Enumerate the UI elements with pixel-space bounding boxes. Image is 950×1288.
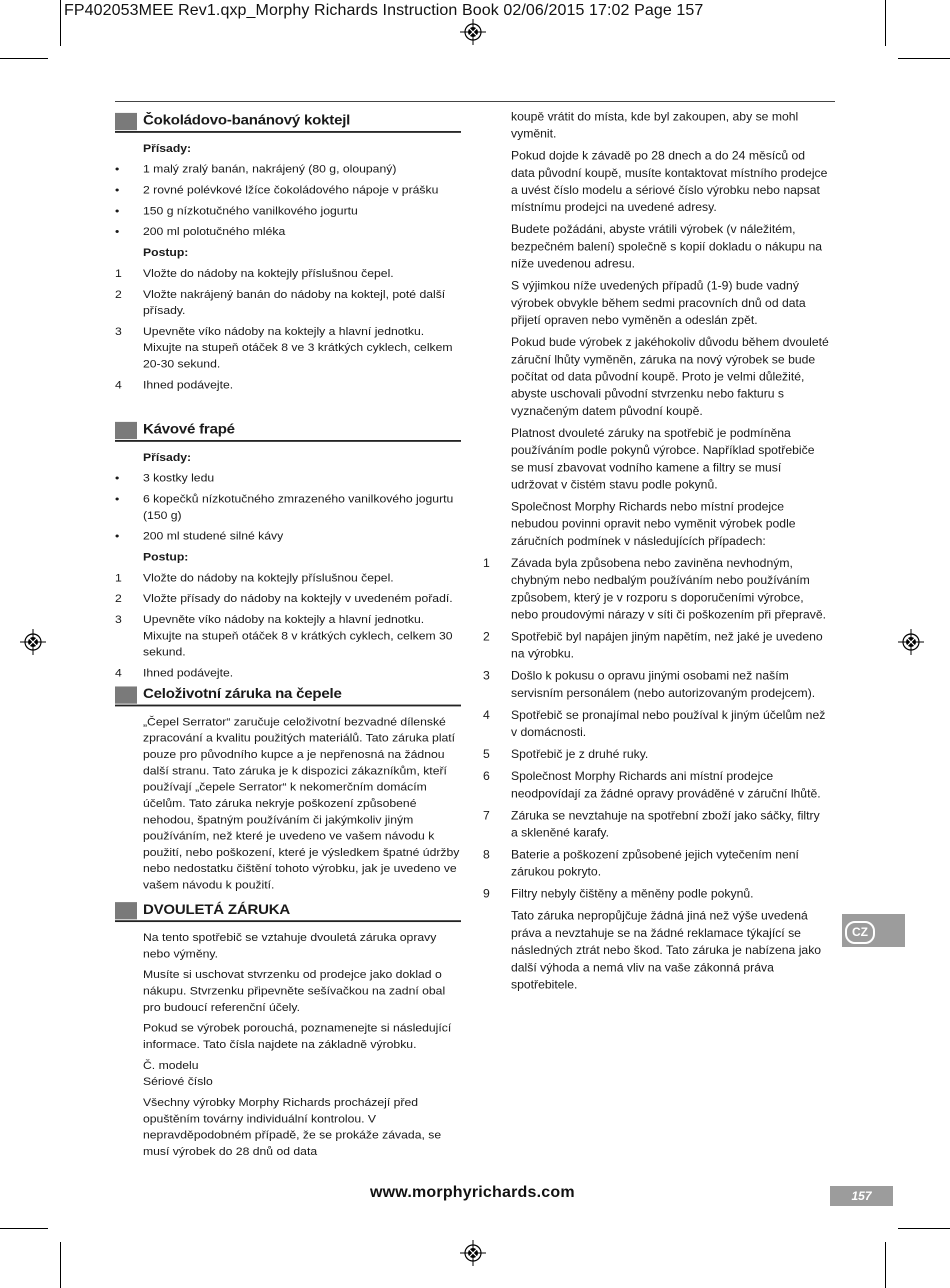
section-title: Čokoládovo-banánový koktejl	[143, 112, 351, 129]
list-item: • 2 rovné polévkové lžíce čokoládového nápoje v prášku	[115, 183, 439, 197]
crop-mark	[0, 58, 48, 59]
exclusion-item: 7 Záruka se nevztahuje na spotřební zboží jako sáčky, filtry a skleněné karafy.	[483, 808, 820, 840]
heading-box	[115, 902, 137, 919]
model-label: Č. modelu	[143, 1058, 199, 1072]
paragraph: koupě vrátit do místa, kde byl zakoupen, aby se mohl vyměnit.	[511, 109, 799, 141]
registration-mark-icon	[898, 629, 924, 655]
paragraph: Na tento spotřebič se vztahuje dvouletá záruka opravy nebo výměny.	[143, 931, 437, 961]
registration-mark-icon	[460, 1240, 486, 1266]
step-item: 1 Vložte do nádoby na koktejly příslušnou čepel.	[115, 571, 394, 585]
procedure-label: Postup:	[143, 550, 189, 564]
crop-mark	[885, 1242, 886, 1288]
paragraph: Musíte si uschovat stvrzenku od prodejce jako doklad o nákupu. Stvrzenku připevněte sešívačkou na zadní obal pro budoucí referenční účely.	[143, 968, 446, 1014]
paragraph: Platnost dvouleté záruky na spotřebič je podmíněna používáním podle pokynů výrobce. Například spotřebiče se musí zbavovat vodního kamene a filtry se musí udržovat v čistém stavu podle pokynů.	[511, 426, 815, 492]
exclusion-item: 5 Spotřebič je z druhé ruky.	[483, 747, 649, 761]
heading-box	[115, 112, 137, 129]
crop-mark	[885, 0, 886, 46]
step-item: 3 Upevněte víko nádoby na koktejly a hlavní jednotku. Mixujte na stupeň otáček 8 ve 3 krátkých cyklech, celkem 20-30 sekund.	[115, 324, 453, 371]
section-heading	[115, 686, 461, 707]
list-item: • 6 kopečků nízkotučného zmrazeného vanilkového jogurtu (150 g)	[115, 492, 454, 522]
step-item: 4 Ihned podávejte.	[115, 378, 234, 392]
language-badge: CZ	[845, 921, 875, 944]
ingredients-label: Přísady:	[143, 450, 192, 464]
list-item: • 150 g nízkotučného vanilkového jogurtu	[115, 204, 358, 218]
section-heading	[115, 112, 461, 133]
registration-mark-icon	[20, 629, 46, 655]
paragraph: Pokud se výrobek porouchá, poznamenejte si následující informace. Tato čísla najdete na základně výrobku.	[143, 1021, 452, 1051]
crop-mark	[60, 1242, 61, 1288]
section-heading	[115, 421, 461, 442]
section-title: Kávové frapé	[143, 421, 235, 438]
procedure-label: Postup:	[143, 246, 189, 259]
list-item: • 1 malý zralý banán, nakrájený (80 g, oloupaný)	[115, 162, 397, 176]
paragraph: Všechny výrobky Morphy Richards procházejí před opuštěním továrny individuální kontrolou. V nepravděpodobném případě, že se prokáže závada, se musí výrobek do 28 dnů od data	[143, 1096, 442, 1158]
section-title: Celoživotní záruka na čepele	[143, 686, 342, 702]
paragraph: „Čepel Serrator“ zaručuje celoživotní bezvadné dílenské zpracování a kvalitu použitých materiálů. Tato záruka platí pouze pro původního kupce a je nepřenosná na žádnou další stranu. Tato záruka je k dispozici zákazníkům, kteří používají „čepele Serrator“ k nekomerčním domácím účelům. Tato záruka nekryje poškození způsobené nehodou, špatným používáním či jakýmkoliv jiným používáním, než které je uvedeno ve vašem návodu k použití, nebo poškození, které je výsledkem špatné údržby nebo nedostatku čištění tohoto výrobku, jak je uvedeno ve vašem návodu k použití.	[143, 715, 460, 892]
crop-mark	[898, 58, 950, 59]
print-slug: FP402053MEE Rev1.qxp_Morphy Richards Instruction Book 02/06/2015 17:02 Page 157	[64, 2, 704, 19]
crop-mark	[0, 1228, 48, 1229]
list-item: • 3 kostky ledu	[115, 471, 215, 485]
paragraph: Tato záruka nepropůjčuje žádná jiná než výše uvedená práva a nevztahuje se na žádné reklamace týkající se následných ztrát nebo škod. Tato záruka je nabízena jako další výhoda a nemá vliv na vaše zákonná práva spotřebitele.	[511, 909, 822, 992]
exclusion-item: 4 Spotřebič se pronajímal nebo používal k jiným účelům než v domácnosti.	[483, 708, 826, 739]
footer-url: www.morphyrichards.com	[370, 1184, 575, 1201]
exclusion-item: 6 Společnost Morphy Richards ani místní prodejce neodpovídají za žádné opravy prováděné v záruční lhůtě.	[483, 769, 821, 801]
paragraph: Společnost Morphy Richards nebo místní prodejce nebudou povinni opravit nebo vyměnit výrobek podle záručních podmínek v následujících případech:	[511, 499, 796, 548]
registration-mark-icon	[460, 19, 486, 45]
paragraph: Budete požádáni, abyste vrátili výrobek (v náležitém, bezpečném balení) společně s kopií dokladu o nákupu na níže uvedenou adresu.	[511, 222, 822, 271]
exclusion-item: 8 Baterie a poškození způsobené jejich vytečením není zárukou pokryto.	[483, 847, 799, 879]
paragraph: Pokud dojde k závadě po 28 dnech a do 24 měsíců od data původní koupě, musíte kontaktovat místního prodejce a uvést číslo modelu a sériové číslo výrobku nebo napsat místnímu prodejci na uvedené adresy.	[511, 149, 828, 215]
step-item: 4 Ihned podávejte.	[115, 666, 234, 680]
exclusion-item: 1 Závada byla způsobena nebo zaviněna nevhodným, chybným nebo nedbalým používáním nebo používáním způsobem, který je v rozporu s doporučeními výrobce, nebo proudovými nárazy v síti či poškozením při přepravě.	[483, 556, 826, 622]
crop-mark	[898, 1228, 950, 1229]
paragraph: S výjimkou níže uvedených případů (1-9) bude vadný výrobek obvykle během sedmi pracovních dnů od data přijetí opraven nebo vyměněn a odeslán zpět.	[511, 279, 806, 327]
exclusion-item: 2 Spotřebič byl napájen jiným napětím, než jaké je uvedeno na výrobku.	[483, 629, 823, 661]
crop-mark	[60, 0, 61, 46]
heading-box	[115, 421, 137, 438]
section-heading	[115, 901, 461, 922]
exclusion-item: 9 Filtry nebyly čištěny a měněny podle pokynů.	[483, 887, 754, 901]
left-column	[115, 112, 461, 1164]
top-rule	[115, 101, 835, 102]
right-column	[483, 108, 829, 998]
serial-label: Sériové číslo	[143, 1075, 213, 1088]
heading-box	[115, 686, 137, 703]
list-item: • 200 ml studené silné kávy	[115, 529, 284, 543]
step-item: 3 Upevněte víko nádoby na koktejly a hlavní jednotku. Mixujte na stupeň otáček 8 v krátkých cyklech, celkem 30 sekund.	[115, 613, 453, 659]
list-item: • 200 ml polotučného mléka	[115, 225, 286, 238]
page-number: 157	[830, 1186, 893, 1206]
ingredients-label: Přísady:	[143, 141, 192, 155]
exclusion-item: 3 Došlo k pokusu o opravu jinými osobami než naším servisním personálem (nebo autorizovaným prodejcem).	[483, 669, 816, 700]
step-item: 2 Vložte přísady do nádoby na koktejly v uvedeném pořadí.	[115, 592, 453, 605]
section-title: DVOULETÁ ZÁRUKA	[143, 902, 290, 918]
step-item: 1 Vložte do nádoby na koktejly příslušnou čepel.	[115, 266, 394, 280]
paragraph: Pokud bude výrobek z jakéhokoliv důvodu během dvouleté záruční lhůty vyměněn, záruka na nový výrobek se bude počítat od data původní koupě. Proto je velmi důležité, abyste uschovali původní stvrzenku nebo fakturu s vyznačeným datem původní koupě.	[511, 335, 829, 418]
step-item: 2 Vložte nakrájený banán do nádoby na koktejl, poté další přísady.	[115, 287, 446, 317]
